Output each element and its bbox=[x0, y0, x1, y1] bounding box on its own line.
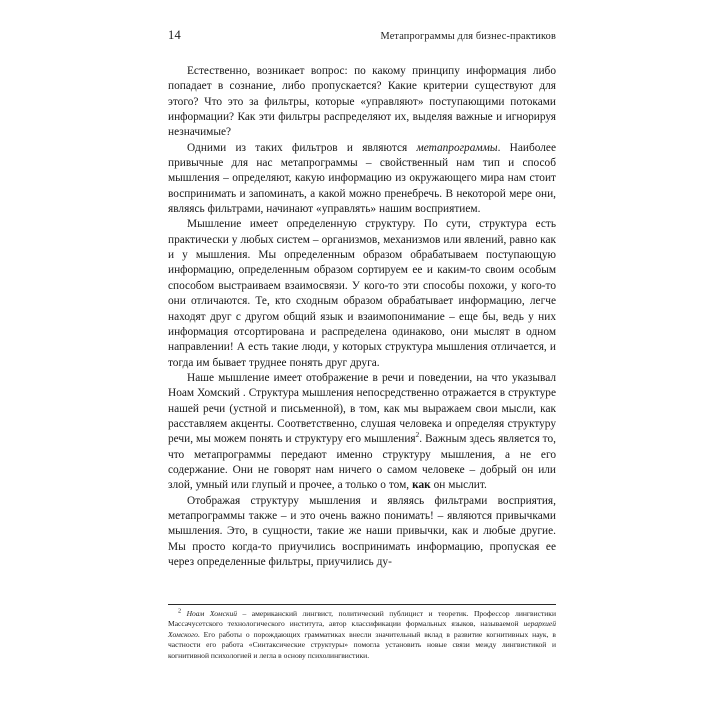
emphasis-italic: Ноам Хомский bbox=[186, 609, 238, 618]
running-head bbox=[168, 28, 556, 44]
body-paragraph bbox=[168, 371, 556, 494]
text-run: Одними из таких фильтров и являются bbox=[187, 141, 417, 154]
emphasis-italic: иерархией Хомского bbox=[168, 619, 556, 639]
footnote-zone bbox=[168, 604, 556, 661]
text-run: Наше мышление имеет отображение в речи и поведении, на что указывал Ноам Хомский . Структура мышления непосредственно отражается в структуре нашей речи (устной и письменной), в том, как мы выражаем свои мысли, как расставляем акценты. Соответственно, слушая человека и определяя структуру речи, мы можем понять и структуру его мышления bbox=[168, 371, 556, 446]
footnote-separator-rule bbox=[168, 604, 556, 605]
emphasis-bold: как bbox=[412, 479, 431, 492]
text-run: он мыслит. bbox=[430, 479, 487, 492]
emphasis-italic: метапрограммы bbox=[416, 141, 498, 154]
body-paragraph bbox=[168, 217, 556, 370]
footnote-number: 2 bbox=[178, 607, 182, 615]
text-run: – американский лингвист, политический публицист и теоретик. Профессор лингвистики Массачусетского технологического института, автор классификации формальных языков, называемой bbox=[168, 609, 557, 629]
page-number: 14 bbox=[168, 28, 181, 42]
running-title: Метапрограммы для бизнес-практиков bbox=[380, 31, 556, 42]
text-run: . Его работы о порождающих грамматиках внесли значительный вклад в развитие когнитивных наук, в частности его работа «Синтаксические структуры» помогла установить новые связи между лингвистикой и когнитивной психологией и легла в основу психолингвистики. bbox=[168, 629, 556, 660]
body-paragraph bbox=[168, 141, 556, 218]
text-run: Отображая структуру мышления и являясь фильтрами восприятия, метапрограммы также – и это очень важно понимать! – являются привычками мышления. Это, в сущности, такие же наши привычки, как и любые другие. Мы просто когда-то приучились воспринимать информацию, пропуская ее через определенные фильтры, приучились ду- bbox=[168, 494, 556, 568]
page-content-column bbox=[168, 0, 556, 720]
footnote-reference-marker: 2 bbox=[415, 431, 420, 440]
body-text bbox=[168, 64, 556, 570]
text-run: . Наиболее привычные для нас метапрограммы – свойственный нам тип и способ мышления – определяют, какую информацию из окружающего мира нам стоит воспринимать и запоминать, а какой можно пренебречь. В некоторой мере они, являясь фильтрами, начинают «управлять» нашим восприятием. bbox=[168, 141, 556, 216]
body-paragraph bbox=[168, 64, 556, 141]
text-run: . Важным здесь является то, что метапрограммы передают именно структуру мышления, а не его содержание. Они не говорят нам ничего о самом человеке – добрый он или злой, умный или глупый и прочее, а только о том, bbox=[168, 433, 556, 492]
text-run: Мышление имеет определенную структуру. По сути, структура есть практически у любых систем – организмов, механизмов или явлений, равно как и у мышления. Мы определенным образом обрабатываем поступающую информацию, определенным образом сортируем ее и каким-то своим особым способом выстраиваем взаимосвязи. У кого-то эти способы похожи, у кого-то они отличаются. Те, кто сходным образом обрабатывает информацию, легче находят друг с другом общий язык и взаимопонимание – еще бы, ведь у них информация отсортирована и распределена одинаково, они мыслят в одном направлении! А есть такие люди, у которых структура мышления отличается, и тогда им бывает труднее понять друг друга. bbox=[168, 218, 556, 369]
footnote-text bbox=[168, 609, 556, 661]
text-run: Естественно, возникает вопрос: по какому принципу информация либо попадает в сознание, либо пропускается? Какие критерии существуют для этого? Что это за фильтры, которые «управляют» поступающими потоками информации? Как эти фильтры распределяют их, выделяя важные и игнорируя незначимые? bbox=[168, 65, 556, 139]
body-paragraph bbox=[168, 494, 556, 571]
